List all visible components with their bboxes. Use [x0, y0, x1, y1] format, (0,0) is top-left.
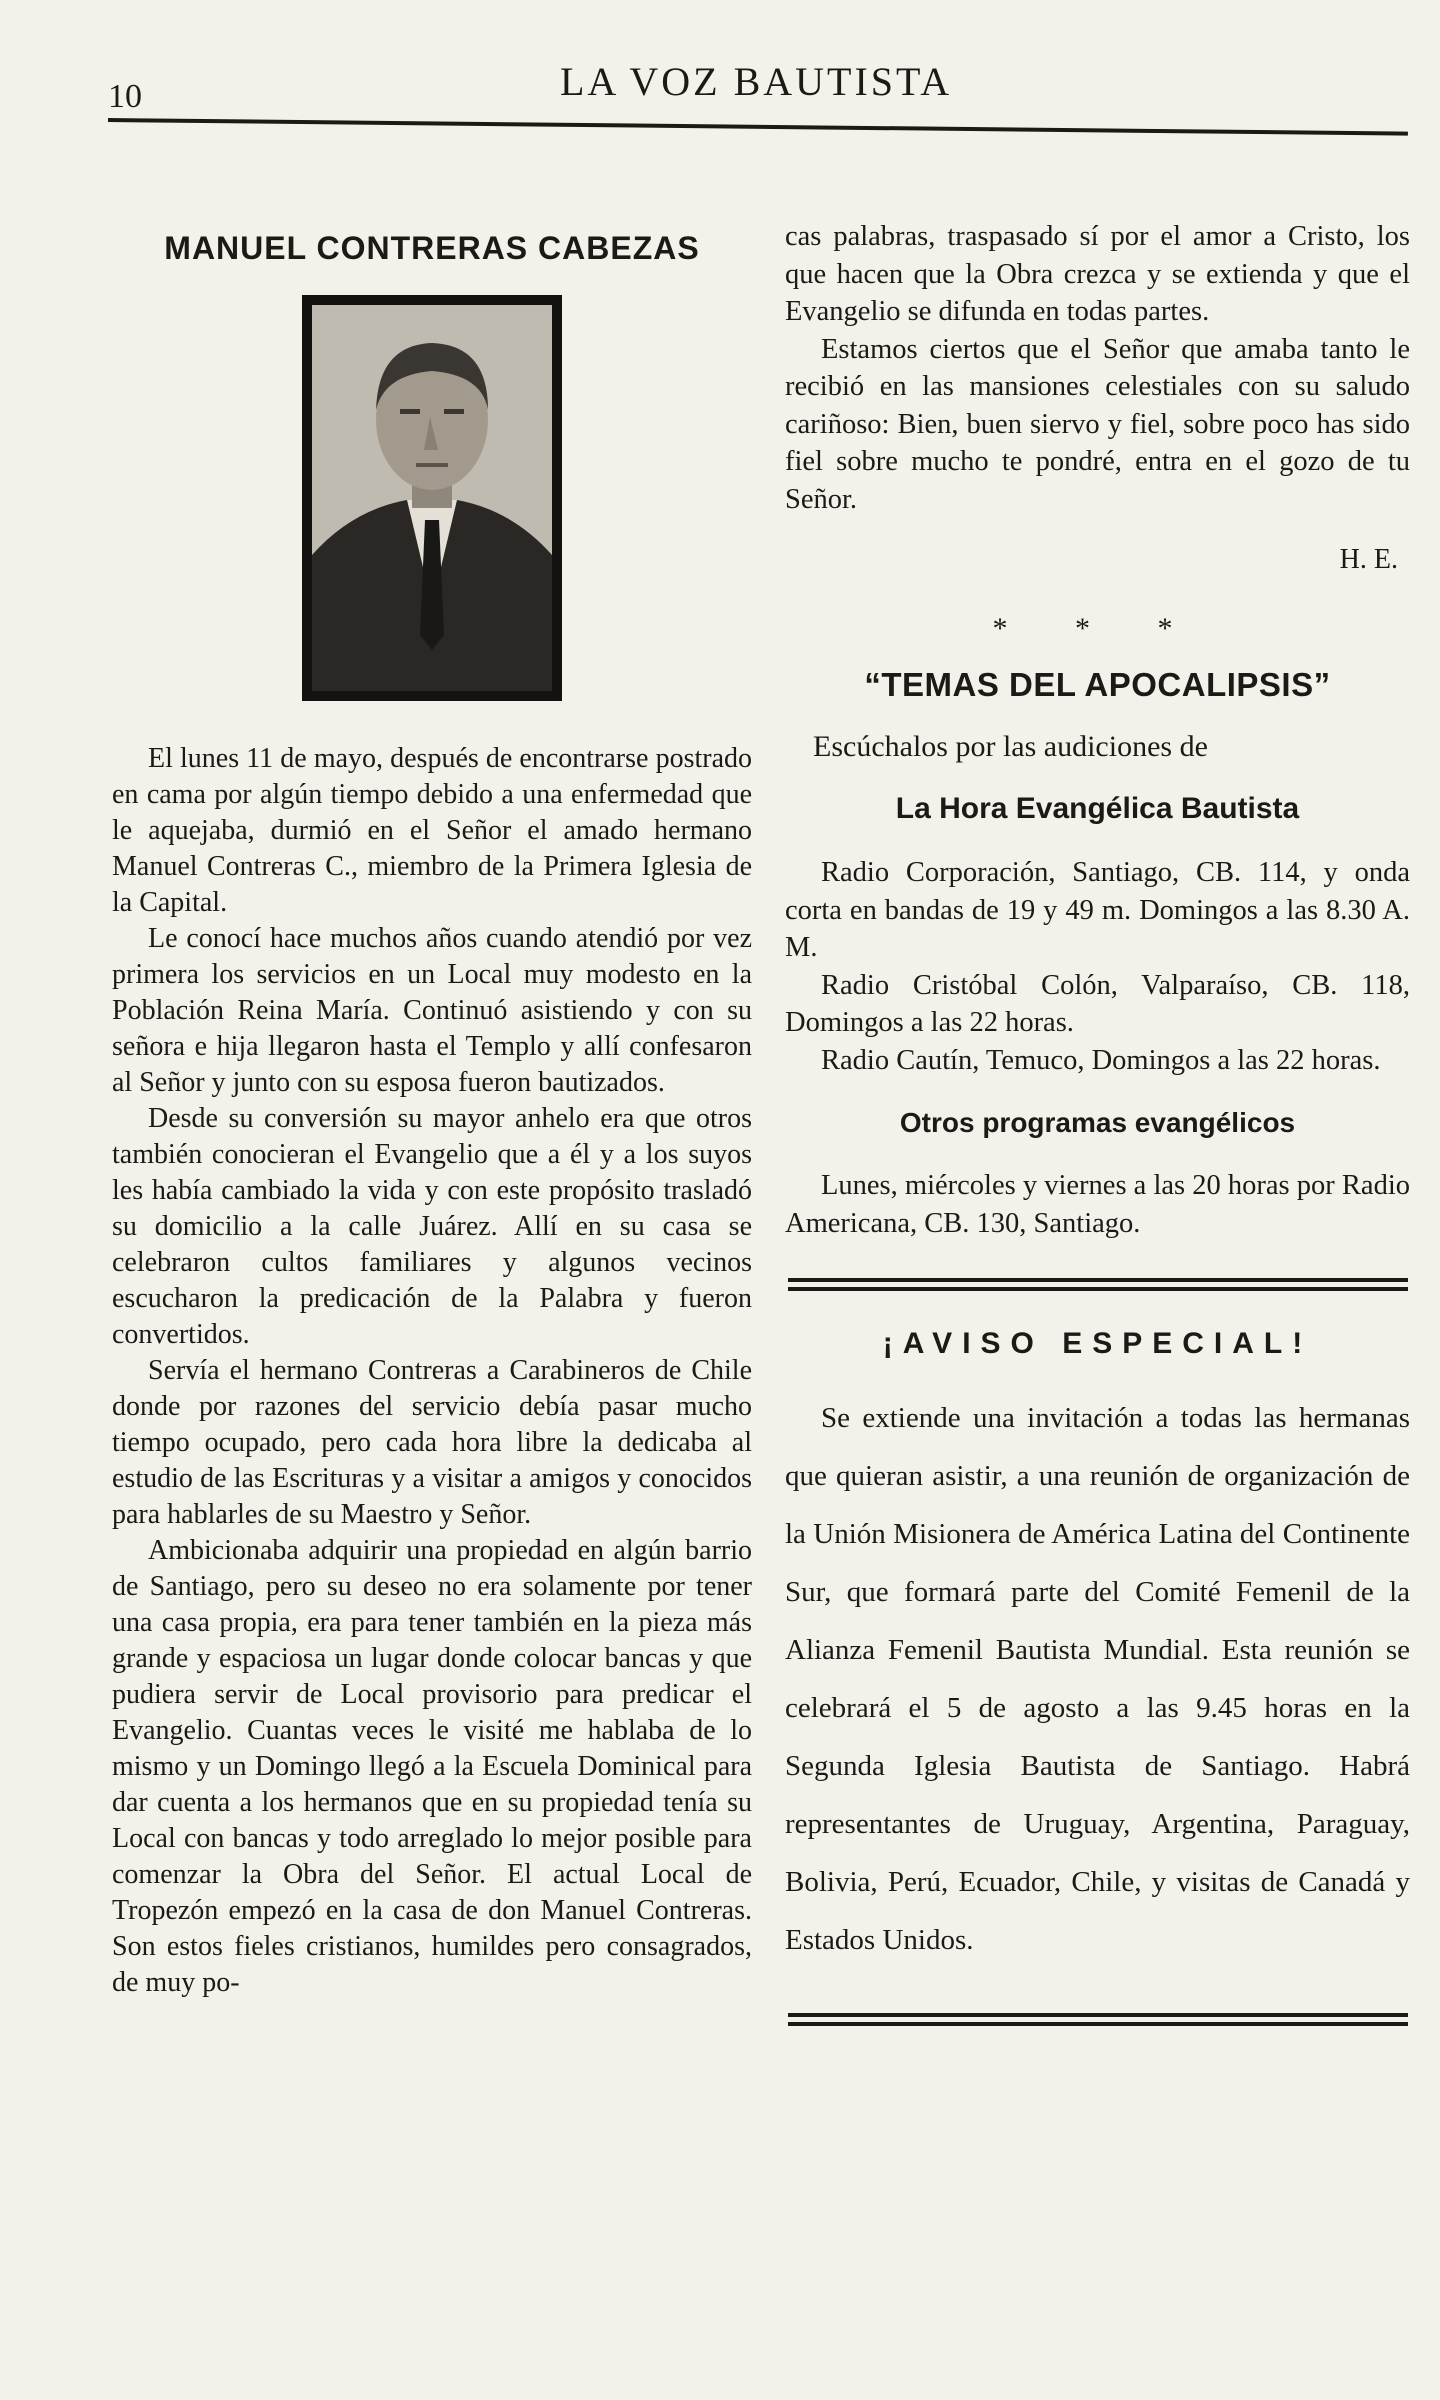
paragraph: Le conocí hace muchos años cuando atendió por vez primera los servicios en un Local muy modesto en la Población Reina María. Continuó asistiendo y con su señora e hija llegaron hasta el Templo y allí confesaron al Señor y junto con su esposa fueron bautizados. — [112, 923, 752, 1098]
paragraph: El lunes 11 de mayo, después de encontrarse postrado en cama por algún tiempo debido a una enfermedad que le aquejaba, durmió en el Señor el amado hermano Manuel Contreras C., miembro de la Primera Iglesia de la Capital. — [112, 743, 752, 918]
paragraph: Servía el hermano Contreras a Carabineros de Chile donde por razones del servicio debía pasar mucho tiempo ocupado, pero cada hora libre la dedicaba al estudio de las Escrituras y a visitar a amigos y conocidos para hablarles de su Maestro y Señor. — [112, 1355, 752, 1530]
double-rule — [788, 1278, 1408, 1291]
author-initials: H. E. — [1339, 544, 1398, 575]
paragraph: Lunes, miércoles y viernes a las 20 horas por Radio Americana, CB. 130, Santiago. — [785, 1170, 1410, 1239]
other-programs-title: Otros programas evangélicos — [899, 1107, 1296, 1138]
paragraph: Se extiende una invitación a todas las hermanas que quieran asistir, a una reunión de organización de la Unión Misionera de América Latina del Continente Sur, que formará parte del Comité Femenil de la Alianza Femenil Bautista Mundial. Esta reunión se celebrará el 5 de agosto a las 9.45 horas en la Segunda Iglesia Bautista de Santiago. Habrá representantes de Uruguay, Argentina, Paraguay, Bolivia, Perú, Ecuador, Chile, y visitas de Canadá y Estados Unidos. — [785, 1402, 1410, 1956]
right-column — [785, 218, 1410, 2031]
radio-stations — [785, 854, 1410, 1079]
paragraph: Ambicionaba adquirir una propiedad en algún barrio de Santiago, pero su deseo no era solamente por tener una casa propia, era para tener también en la pieza más grande y espaciosa un lugar donde colocar bancas y que pudiera servir de Local provisorio para predicar el Evangelio. Cuantas veces le visité me hablaba de lo mismo y un Domingo llegó a la Escuela Dominical para dar cuenta a los hermanos que en su propiedad tenía su Local con bancas y todo arreglado lo mejor posible para comenzar la Obra del Señor. El actual Local de Tropezón empezó en la casa de don Manuel Contreras. Son estos fieles cristianos, humildes pero consagrados, de muy po- — [112, 1535, 752, 1998]
program-title: La Hora Evangélica Bautista — [895, 792, 1300, 825]
page-number: 10 — [108, 78, 142, 115]
portrait-photo — [302, 295, 562, 701]
header-rule — [108, 118, 1408, 136]
paragraph: Estamos ciertos que el Señor que amaba tanto le recibió en las mansiones celestiales con su saludo cariñoso: Bien, buen siervo y fiel, sobre poco has sido fiel sobre mucho te pondré, entra en el gozo de tu Señor. — [785, 333, 1410, 515]
station-item: Radio Cristóbal Colón, Valparaíso, CB. 118, Domingos a las 22 horas. — [785, 969, 1410, 1038]
paragraph: cas palabras, traspasado sí por el amor a Cristo, los que hacen que la Obra crezca y se extienda y que el Evangelio se difunda en todas partes. — [785, 221, 1410, 327]
obituary-continuation — [785, 218, 1410, 518]
section-separator: * * * — [992, 612, 1203, 645]
article-title: MANUEL CONTRERAS CABEZAS — [164, 230, 700, 266]
left-column — [112, 220, 752, 2001]
portrait-figure — [312, 305, 552, 691]
station-item: Radio Cautín, Temuco, Domingos a las 22 horas. — [821, 1044, 1381, 1076]
apocalipsis-title: “TEMAS DEL APOCALIPSIS” — [864, 666, 1331, 703]
obituary-text — [112, 741, 752, 2001]
other-programs — [785, 1167, 1410, 1242]
double-rule — [788, 2013, 1408, 2026]
aviso-text — [785, 1389, 1410, 1969]
station-item: Radio Corporación, Santiago, CB. 114, y onda corta en bandas de 19 y 49 m. Domingos a las 8.30 A. M. — [785, 857, 1410, 963]
running-title: LA VOZ BAUTISTA — [560, 59, 953, 104]
aviso-title: ¡AVISO ESPECIAL! — [882, 1327, 1313, 1360]
paragraph: Desde su conversión su mayor anhelo era que otros también conocieran el Evangelio que a él y a los suyos les había cambiado la vida y con este propósito trasladó su domicilio a la calle Juárez. Allí en su casa se celebraron cultos familiares y algunos vecinos escucharon la predicación de la Palabra y fueron convertidos. — [112, 1103, 752, 1350]
apocalipsis-intro: Escúchalos por las audiciones de — [813, 730, 1208, 763]
